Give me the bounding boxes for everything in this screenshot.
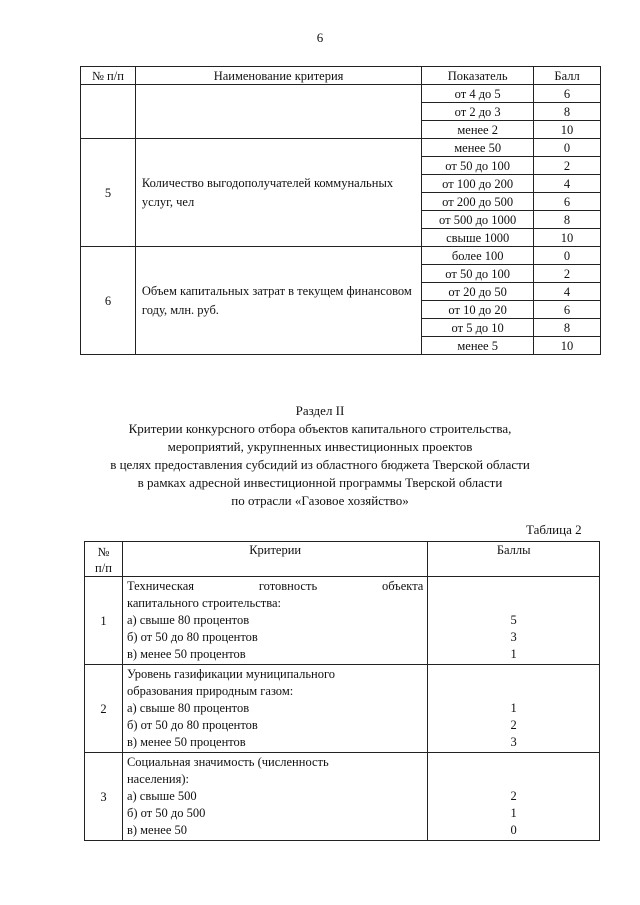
table-row xyxy=(81,139,601,157)
section-heading-line: Критерии конкурсного отбора объектов капитального строительства, xyxy=(128,421,512,436)
criterion-line: капитального строительства: xyxy=(126,596,282,610)
table-row xyxy=(85,577,600,665)
table1-score: 6 xyxy=(534,85,601,103)
criterion-line: образования природным газом: xyxy=(126,684,294,698)
score-value: 2 xyxy=(510,789,517,803)
criterion-line: в) менее 50 xyxy=(126,823,188,837)
table1-indicator: от 50 до 100 xyxy=(422,157,534,175)
table1-indicator: более 100 xyxy=(422,247,534,265)
section-heading-line: по отрасли «Газовое хозяйство» xyxy=(231,493,409,508)
table2-header-row xyxy=(85,542,600,577)
table1-score: 8 xyxy=(534,103,601,121)
score-value: 1 xyxy=(510,647,517,661)
table2-header-criteria: Критерии xyxy=(122,542,427,577)
table1-score: 4 xyxy=(534,283,601,301)
table1-indicator: от 2 до 3 xyxy=(422,103,534,121)
table1-score: 6 xyxy=(534,193,601,211)
table2-num: 3 xyxy=(85,753,123,841)
table1-score: 0 xyxy=(534,139,601,157)
table1-indicator: менее 5 xyxy=(422,337,534,355)
table2-criterion xyxy=(122,665,427,753)
table-row xyxy=(85,665,600,753)
table1-score: 2 xyxy=(534,157,601,175)
criterion-line: б) от 50 до 500 xyxy=(126,806,206,820)
table1-indicator: от 200 до 500 xyxy=(422,193,534,211)
table1-header-num: № п/п xyxy=(81,67,136,85)
score-value: 1 xyxy=(510,701,517,715)
score-value: 2 xyxy=(510,718,517,732)
section-heading-line: мероприятий, укрупненных инвестиционных проектов xyxy=(167,439,473,454)
score-value: 3 xyxy=(510,735,517,749)
table2-header-num: № п/п xyxy=(85,542,123,577)
criterion-line: Техническая готовность объекта xyxy=(126,579,424,593)
table-label: Таблица 2 xyxy=(526,522,582,537)
criterion-line: а) свыше 80 процентов xyxy=(126,701,250,715)
criterion-line: б) от 50 до 80 процентов xyxy=(126,630,258,644)
table1-indicator: свыше 1000 xyxy=(422,229,534,247)
table1-indicator: от 10 до 20 xyxy=(422,301,534,319)
score-value: 0 xyxy=(510,823,517,837)
table1-score: 4 xyxy=(534,175,601,193)
criterion-line: а) свыше 80 процентов xyxy=(126,613,250,627)
criterion-line: в) менее 50 процентов xyxy=(126,735,246,749)
table1-indicator: от 4 до 5 xyxy=(422,85,534,103)
section-title: Раздел II xyxy=(295,403,345,418)
table1-indicator: менее 2 xyxy=(422,121,534,139)
criterion-line: Уровень газификации муниципального xyxy=(126,667,336,681)
table1-num: 5 xyxy=(81,139,136,247)
section-heading-line: в рамках адресной инвестиционной программы Тверской области xyxy=(137,475,503,490)
table1-criterion: Количество выгодополучателей коммунальных услуг, чел xyxy=(135,139,421,247)
criterion-line: б) от 50 до 80 процентов xyxy=(126,718,258,732)
table1-indicator: менее 50 xyxy=(422,139,534,157)
table-row xyxy=(85,753,600,841)
table1-score: 10 xyxy=(534,121,601,139)
table1-indicator: от 50 до 100 xyxy=(422,265,534,283)
table2-num: 2 xyxy=(85,665,123,753)
criteria-table-2 xyxy=(84,541,600,841)
table1-indicator: от 100 до 200 xyxy=(422,175,534,193)
table1-header-score: Балл xyxy=(534,67,601,85)
table1-header-criterion: Наименование критерия xyxy=(135,67,421,85)
page-number: 6 xyxy=(316,30,324,45)
criterion-line: в) менее 50 процентов xyxy=(126,647,246,661)
section-heading xyxy=(0,420,640,510)
table1-score: 0 xyxy=(534,247,601,265)
table1-indicator: от 5 до 10 xyxy=(422,319,534,337)
criterion-line: Социальная значимость (численность xyxy=(126,755,329,769)
score-value: 3 xyxy=(510,630,517,644)
table1-indicator: от 20 до 50 xyxy=(422,283,534,301)
table-row xyxy=(81,247,601,265)
table1-num xyxy=(81,85,136,139)
table1-score: 2 xyxy=(534,265,601,283)
score-value: 1 xyxy=(510,806,517,820)
table1-score: 10 xyxy=(534,229,601,247)
table2-num: 1 xyxy=(85,577,123,665)
table2-header-scores: Баллы xyxy=(428,542,600,577)
table2-scores xyxy=(428,753,600,841)
table2-criterion xyxy=(122,753,427,841)
table1-indicator: от 500 до 1000 xyxy=(422,211,534,229)
table1-criterion xyxy=(135,85,421,139)
table2-criterion xyxy=(122,577,427,665)
table1-header-row xyxy=(81,67,601,85)
score-value: 5 xyxy=(510,613,517,627)
table1-num: 6 xyxy=(81,247,136,355)
section-heading-line: в целях предоставления субсидий из областного бюджета Тверской области xyxy=(110,457,530,472)
table-row xyxy=(81,85,601,103)
criterion-line: а) свыше 500 xyxy=(126,789,197,803)
table2-scores xyxy=(428,577,600,665)
table2-scores xyxy=(428,665,600,753)
table1-score: 8 xyxy=(534,319,601,337)
criteria-table-1 xyxy=(80,66,601,355)
table1-header-indicator: Показатель xyxy=(422,67,534,85)
table1-criterion: Объем капитальных затрат в текущем финансовом году, млн. руб. xyxy=(135,247,421,355)
table1-score: 8 xyxy=(534,211,601,229)
table1-score: 6 xyxy=(534,301,601,319)
criterion-line: населения): xyxy=(126,772,189,786)
table1-score: 10 xyxy=(534,337,601,355)
